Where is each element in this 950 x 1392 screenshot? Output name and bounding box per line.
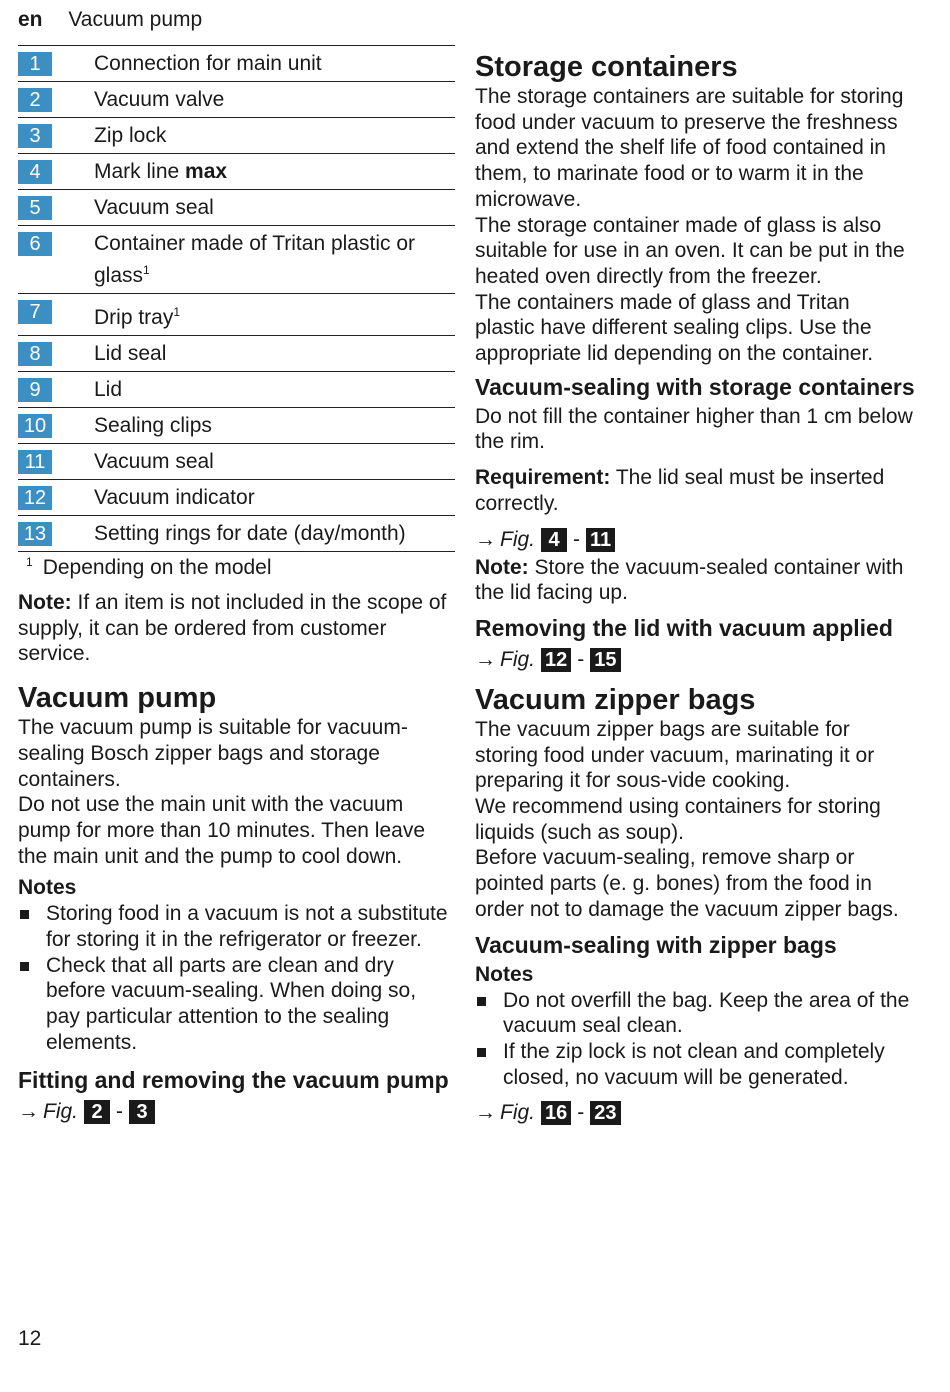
part-number-badge: 8 (18, 342, 52, 366)
part-label: Container made of Tritan plastic or glass (94, 232, 415, 287)
storage-containers-heading: Storage containers (475, 51, 738, 83)
part-number-badge: 12 (18, 486, 52, 510)
fig-dash: - (116, 1099, 124, 1123)
figure-reference (475, 1098, 915, 1128)
fig-number-badge: 3 (129, 1100, 155, 1124)
parts-row (18, 46, 455, 82)
page-header (18, 8, 202, 32)
parts-row (18, 408, 455, 444)
part-label-cell (94, 82, 455, 118)
arrow-icon: → (18, 1099, 39, 1123)
part-number-cell (18, 444, 94, 480)
part-label: Lid seal (94, 342, 167, 365)
part-label-cell (94, 516, 455, 552)
notes-heading: Notes (18, 876, 77, 900)
fig-label: Fig. (43, 1099, 79, 1123)
part-number-badge: 6 (18, 232, 52, 256)
vacuum-pump-paragraph-2: Do not use the main unit with the vacuum pump for more than 10 minutes. Then leave the main unit and the pump to cool down. (18, 793, 426, 868)
part-number-cell (18, 46, 94, 82)
zipper-paragraph-1: The vacuum zipper bags are suitable for storing food under vacuum, marinating it or preparing it for sous-vide cooking. (475, 717, 875, 793)
vacuum-pump-heading: Vacuum pump (18, 682, 217, 715)
parts-row (18, 82, 455, 118)
parts-row (18, 294, 455, 336)
parts-table (18, 45, 455, 552)
note-item: If the zip lock is not clean and completely closed, no vacuum will be generated. (475, 1039, 915, 1090)
part-number-badge: 2 (18, 88, 52, 112)
note-text: If an item is not included in the scope of supply, it can be ordered from customer service. (18, 591, 447, 666)
storage-paragraph-1: The storage containers are suitable for storing food under vacuum to preserve the freshness and extend the shelf life of food contained in them, to marinate food or to warm it in the microwave. (475, 85, 904, 211)
note-item: Storing food in a vacuum is not a substitute for storing it in the refrigerator or freezer. (18, 901, 455, 952)
arrow-icon: → (475, 647, 496, 671)
part-label: Setting rings for date (day/month) (94, 522, 406, 545)
part-label-cell (94, 294, 455, 336)
fig-number-badge: 15 (590, 648, 620, 672)
zipper-notes (475, 988, 915, 1091)
part-label: Drip tray (94, 306, 174, 329)
part-number-badge: 13 (18, 522, 52, 546)
fig-label: Fig. (500, 527, 536, 551)
footnote-reference: 1 (143, 263, 150, 277)
part-label: Vacuum indicator (94, 486, 255, 509)
removing-lid-heading: Removing the lid with vacuum applied (475, 614, 893, 641)
arrow-icon: → (475, 1101, 496, 1125)
part-label: Zip lock (94, 124, 167, 147)
part-number-cell (18, 480, 94, 516)
part-label: Sealing clips (94, 414, 212, 437)
footnote-mark: 1 (26, 555, 33, 569)
sealing-zipper-heading: Vacuum-sealing with zipper bags (475, 931, 837, 958)
fig-number-badge: 16 (541, 1101, 571, 1125)
part-label-cell (94, 480, 455, 516)
fitting-heading: Fitting and removing the vacuum pump (18, 1066, 449, 1093)
header-title: Vacuum pump (68, 8, 203, 31)
part-label: Mark line (94, 160, 186, 183)
fig-number-badge: 2 (84, 1100, 110, 1124)
sealing-containers-heading: Vacuum-sealing with storage containers (475, 373, 915, 400)
part-number-badge: 9 (18, 378, 52, 402)
parts-row (18, 372, 455, 408)
part-label-cell (94, 226, 455, 294)
fig-dash: - (577, 1101, 585, 1125)
zipper-paragraph-3: Before vacuum-sealing, remove sharp or pointed parts (e. g. bones) from the food in order not to damage the vacuum zipper bags. (475, 846, 899, 921)
part-label-cell (94, 190, 455, 226)
part-label: Connection for main unit (94, 52, 322, 75)
part-number-cell (18, 190, 94, 226)
part-label-cell (94, 444, 455, 480)
part-label-cell (94, 46, 455, 82)
part-label-cell (94, 154, 455, 190)
part-label: Vacuum seal (94, 196, 214, 219)
parts-row (18, 480, 455, 516)
part-number-cell (18, 118, 94, 154)
part-number-cell (18, 82, 94, 118)
part-number-badge: 4 (18, 160, 52, 184)
fig-dash: - (577, 647, 585, 671)
part-number-badge: 5 (18, 196, 52, 220)
requirement (475, 465, 915, 516)
fig-dash: - (573, 527, 581, 551)
notes-heading: Notes (475, 962, 534, 986)
part-number-cell (18, 226, 94, 294)
note-label: Note: (475, 555, 529, 579)
part-number-cell (18, 294, 94, 336)
left-column (18, 45, 455, 1127)
part-label-cell (94, 408, 455, 444)
fig-number-badge: 23 (590, 1101, 620, 1125)
vacuum-zipper-bags-heading: Vacuum zipper bags (475, 683, 756, 716)
fig-number-badge: 12 (541, 648, 571, 672)
fill-level-paragraph: Do not fill the container higher than 1 cm below the rim. (475, 404, 913, 454)
fig-number-badge: 11 (586, 528, 615, 552)
parts-row (18, 190, 455, 226)
fig-label: Fig. (500, 647, 536, 671)
parts-row (18, 444, 455, 480)
part-number-badge: 11 (18, 450, 52, 474)
figure-reference (475, 645, 915, 675)
part-label: Vacuum valve (94, 88, 225, 111)
part-label-cell (94, 118, 455, 154)
part-number-badge: 3 (18, 124, 52, 148)
part-number-cell (18, 336, 94, 372)
part-number-cell (18, 154, 94, 190)
arrow-icon: → (475, 527, 496, 551)
language-code: en (18, 8, 43, 31)
parts-row (18, 118, 455, 154)
note-label: Note: (18, 591, 72, 614)
footnote (18, 555, 455, 580)
figure-reference (18, 1097, 455, 1127)
part-number-badge: 1 (18, 52, 52, 76)
requirement-label: Requirement: (475, 466, 611, 490)
parts-row (18, 226, 455, 294)
part-label: Lid (94, 378, 123, 401)
part-label-emphasis: max (185, 160, 228, 183)
vacuum-pump-paragraph-1: The vacuum pump is suitable for vacuum-sealing Bosch zipper bags and storage containers. (18, 716, 408, 791)
parts-row (18, 516, 455, 552)
note-item: Check that all parts are clean and dry before vacuum-sealing. When doing so, pay particular attention to the sealing elements. (18, 953, 455, 1056)
part-number-cell (18, 372, 94, 408)
footnote-reference: 1 (173, 305, 181, 319)
storage-paragraph-2: The storage container made of glass is also suitable for use in an oven. It can be put in the heated oven directly from the freezer. (475, 213, 905, 288)
note-text: Store the vacuum-sealed container with the lid facing up. (475, 555, 904, 605)
part-label-cell (94, 336, 455, 372)
part-label: Vacuum seal (94, 450, 214, 473)
storage-paragraph-3: The containers made of glass and Tritan plastic have different sealing clips. Use the appropriate lid depending on the container. (475, 290, 874, 366)
part-number-badge: 7 (18, 300, 52, 324)
parts-row (18, 336, 455, 372)
zipper-paragraph-2: We recommend using containers for storing liquids (such as soup). (475, 795, 881, 844)
part-label-cell (94, 372, 455, 408)
figure-reference (475, 525, 915, 555)
part-number-badge: 10 (18, 414, 52, 438)
note-item: Do not overfill the bag. Keep the area of the vacuum seal clean. (475, 988, 915, 1039)
scope-note (18, 590, 455, 667)
part-number-cell (18, 516, 94, 552)
storage-note (475, 555, 915, 606)
footnote-text: Depending on the model (42, 556, 272, 579)
page-number: 12 (18, 1327, 42, 1350)
right-column (475, 50, 915, 1128)
fig-number-badge: 4 (541, 528, 567, 552)
fig-label: Fig. (500, 1101, 536, 1125)
requirement-text: The lid seal must be inserted correctly. (475, 466, 885, 515)
parts-row (18, 154, 455, 190)
part-number-cell (18, 408, 94, 444)
vacuum-pump-notes (18, 901, 455, 1055)
